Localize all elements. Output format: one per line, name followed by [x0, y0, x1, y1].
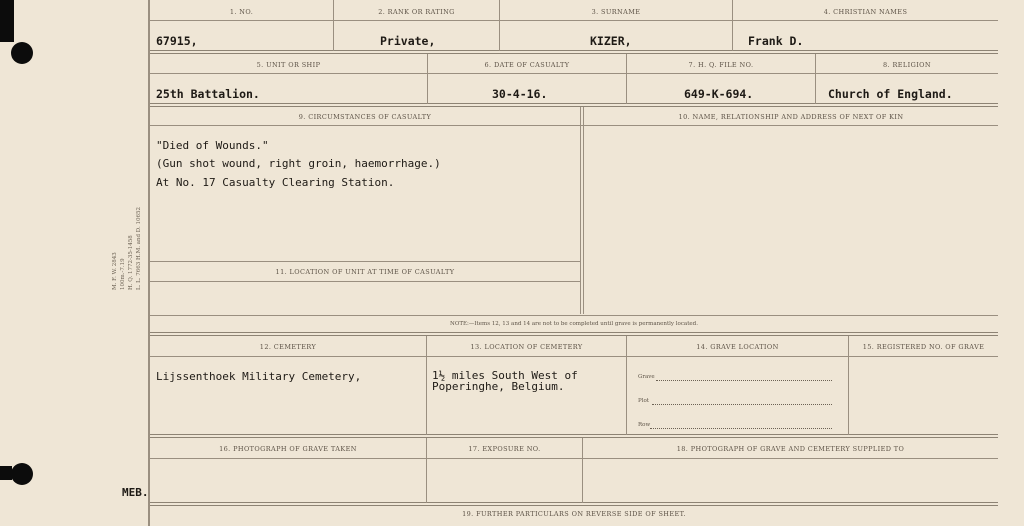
margin-initials: MEB. — [122, 486, 149, 499]
row4-bottom-rule — [150, 434, 998, 438]
label-exposure-no: 17. EXPOSURE NO. — [468, 445, 541, 453]
label-registered-no: 15. REGISTERED NO. OF GRAVE — [862, 343, 985, 351]
label-photograph-supplied-to: 18. PHOTOGRAPH OF GRAVE AND CEMETERY SUPPLIED TO — [676, 445, 905, 453]
hq-file-no: 649-K-694. — [684, 87, 754, 101]
christian-names: Frank D. — [748, 34, 804, 48]
circumstances-line-3: At No. 17 Casualty Clearing Station. — [156, 176, 395, 189]
label-circumstances: 9. CIRCUMSTANCES OF CASUALTY — [298, 113, 432, 121]
label-date-of-casualty: 6. DATE OF CASUALTY — [484, 61, 570, 69]
circumstances-line-1: "Died of Wounds." — [156, 139, 269, 152]
cemetery-location-line-2: Poperinghe, Belgium. — [432, 380, 565, 393]
grave-field-line — [656, 380, 832, 381]
row5-bottom-rule — [150, 502, 998, 506]
label-location-of-cemetery: 13. LOCATION OF CEMETERY — [470, 343, 583, 351]
plot-field-line — [652, 404, 832, 405]
footer-note: 19. FURTHER PARTICULARS ON REVERSE SIDE OF SHEET. — [462, 510, 686, 518]
label-surname: 3. SURNAME — [591, 8, 641, 16]
surname: KIZER, — [590, 34, 632, 48]
label-cemetery: 12. CEMETERY — [259, 343, 317, 351]
unit: 25th Battalion. — [156, 87, 260, 101]
row4-header-rule — [150, 356, 998, 357]
label-next-of-kin: 10. NAME, RELATIONSHIP AND ADDRESS OF NEXT OF KIN — [678, 113, 904, 121]
unit-location-top-rule — [150, 261, 580, 262]
label-unit: 5. UNIT OR SHIP — [256, 61, 321, 69]
row3-header-rule — [150, 125, 998, 126]
cemetery-location-line-1: 1½ miles South West of — [432, 369, 578, 382]
row5-header-rule — [150, 458, 998, 459]
note-bottom-rule — [150, 332, 998, 336]
unit-location-header-rule — [150, 281, 580, 282]
casualty-card: M. F. W. 2843 100m.-7.19 H. Q. 1772-35-1458 L. L. 7663 H.M. and D. 10652 MEB. 1. NO. 2. RANK OR RATING 3. SURNAME 4. CHRISTIAN NAMES 67915, Private, KIZER, Frank D. 5. UNIT OR SHIP 6. DATE OF CASUALTY 7. H. Q. FILE NO. 8. RELIGION 25th Battalion. 30-4-16. 649-K-694. Church of England. 9. CIRCUMSTANCES OF CASUALTY 10. NAME, RELATIONSHIP AND ADDRESS OF NEXT OF KIN "Died of Wounds." (Gun shot wound, right groin, haemorrhage.) At No. 17 Casualty Clearing Station. 11. LOCATION OF UNIT AT TIME OF CASUALTY NOTE:—Items 12, 13 and 14 are not to be completed until grave is permanently located. 12. CEMETERY 13. LOCATION OF CEMETERY 14. GRAVE LOCATION 15. REGISTERED NO. OF GRAVE Lijssenthoek Military Cemetery, 1½ miles South West of Poperinghe, Belgium. Grave Plot Row 16. PHOTOGRAPH OF GRAVE TAKEN 17. EXPOSURE NO. 18. PHOTOGRAPH OF GRAVE AND CEMETERY SUPPLIED TO 19. FURTHER PARTICULARS ON REVERSE SIDE OF SHEET. — [0, 0, 1024, 526]
row2-bottom-rule — [150, 103, 998, 107]
punch-hole-bottom — [11, 463, 33, 485]
divider — [580, 107, 581, 314]
divider — [583, 107, 584, 314]
row1-bottom-rule — [150, 50, 998, 54]
binder-clip — [0, 0, 14, 42]
note-text: NOTE:—Items 12, 13 and 14 are not to be completed until grave is permanently located. — [450, 321, 698, 327]
grave-field-label: Grave — [638, 374, 655, 380]
plot-field-label: Plot — [638, 398, 649, 404]
row-field-label: Row — [638, 422, 651, 428]
row1-header-rule — [150, 20, 998, 21]
date-of-casualty: 30-4-16. — [492, 87, 548, 101]
label-hq-file-no: 7. H. Q. FILE NO. — [688, 61, 754, 69]
label-location-of-unit: 11. LOCATION OF UNIT AT TIME OF CASUALTY — [275, 268, 455, 276]
religion: Church of England. — [828, 87, 953, 101]
punch-hole-top — [11, 42, 33, 64]
label-number: 1. NO. — [229, 8, 254, 16]
label-rank: 2. RANK OR RATING — [378, 8, 455, 16]
note-top-rule — [150, 315, 998, 316]
label-grave-location: 14. GRAVE LOCATION — [696, 343, 779, 351]
circumstances-line-2: (Gun shot wound, right groin, haemorrhage.) — [156, 157, 441, 170]
label-religion: 8. RELIGION — [883, 61, 931, 69]
label-photograph-taken: 16. PHOTOGRAPH OF GRAVE TAKEN — [219, 445, 357, 453]
label-christian-names: 4. CHRISTIAN NAMES — [823, 8, 908, 16]
row-field-line — [650, 428, 832, 429]
rank: Private, — [380, 34, 436, 48]
cemetery-name: Lijssenthoek Military Cemetery, — [156, 370, 362, 383]
row2-header-rule — [150, 73, 998, 74]
service-number: 67915, — [156, 34, 198, 48]
